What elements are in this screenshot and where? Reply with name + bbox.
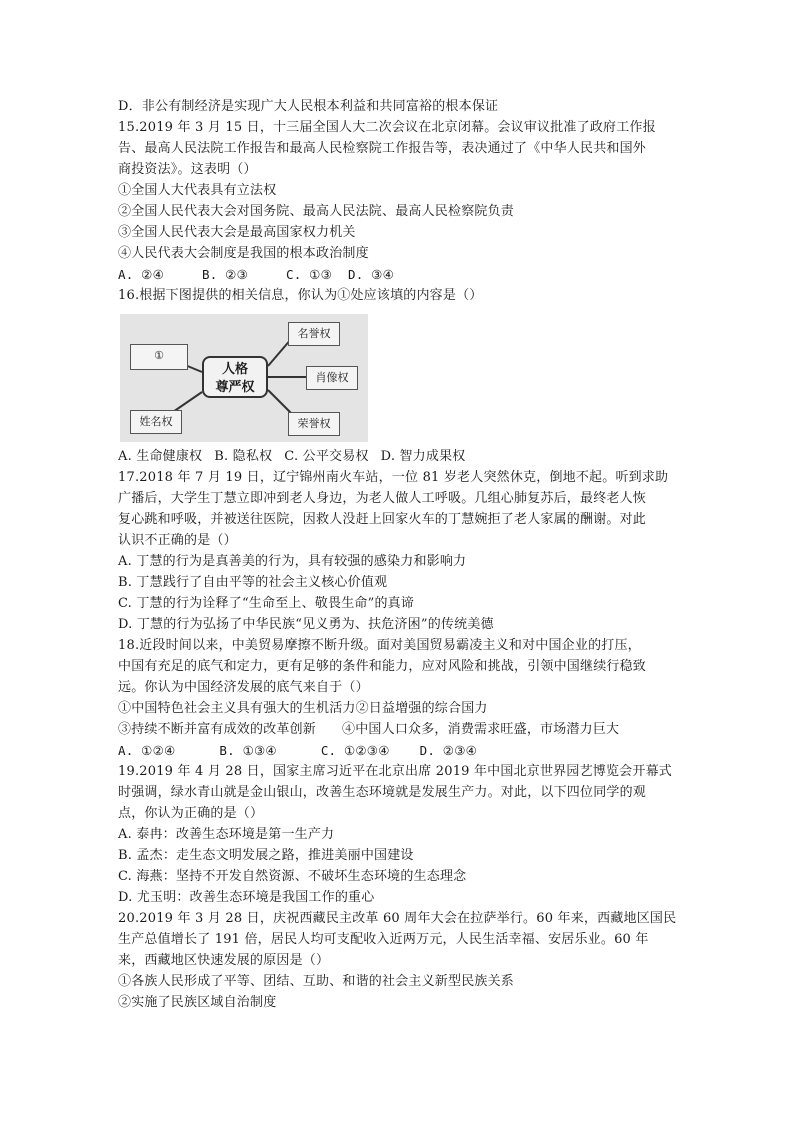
- name-node: 姓名权: [130, 410, 182, 434]
- q15-option-c: C. ①③: [286, 267, 332, 282]
- q17-stem-line3: 复心跳和呼吸，并被送往医院，因救人没赶上回家火车的丁慧婉拒了老人家属的酬谢。对此: [118, 512, 647, 527]
- q15-option-d: D. ③④: [348, 267, 394, 282]
- q17-stem-line4: 认识不正确的是（）: [118, 533, 237, 548]
- q15-statement-4: ④人民代表大会制度是我国的根本政治制度: [118, 246, 369, 261]
- q18-stem-line1: 18.近段时间以来，中美贸易摩擦不断升级。面对美国贸易霸凌主义和对中国企业的打压，: [118, 638, 641, 653]
- q18-option-c: C. ①②③④: [320, 743, 390, 758]
- q18-option-b: B. ①③④: [219, 743, 277, 758]
- q17-stem-line1: 17.2018 年 7 月 19 日，辽宁锦州南火车站，一位 81 岁老人突然休克，倒地不起。听到求助: [118, 470, 669, 485]
- q20-stem-line2: 生产总值增长了 191 倍，居民人均可支配收入近两万元，人民生活幸福、安居乐业。60 年: [118, 932, 649, 947]
- q16-option-b: B. 隐私权: [214, 449, 273, 464]
- q18-statement-4: ④中国人口众多，消费需求旺盛，市场潜力巨大: [342, 722, 620, 737]
- q17-option-c: C. 丁慧的行为诠释了“生命至上、敬畏生命”的真谛: [118, 596, 415, 611]
- q18-stem-line3: 远。你认为中国经济发展的底气来自于（）: [118, 680, 369, 695]
- personality-rights-diagram: [120, 314, 368, 442]
- q16-stem: 16.根据下图提供的相关信息，你认为①处应该填的内容是（）: [118, 288, 483, 303]
- q15-statement-1: ①全国人大代表具有立法权: [118, 183, 277, 198]
- q16-option-d: D. 智力成果权: [380, 449, 466, 464]
- q20-stem-line1: 20.2019 年 3 月 28 日，庆祝西藏民主改革 60 周年大会在拉萨举行。60 年来，西藏地区国民: [118, 911, 677, 926]
- q20-stem-line3: 来，西藏地区快速发展的原因是（）: [118, 953, 330, 968]
- q14-option-d: D．非公有制经济是实现广大人民根本利益和共同富裕的根本保证: [118, 99, 499, 114]
- center-node: [202, 356, 268, 398]
- q15-stem-line3: 商投资法》。这表明（）: [118, 162, 257, 177]
- q17-option-b: B. 丁慧践行了自由平等的社会主义核心价值观: [118, 575, 388, 590]
- q19-option-a: A. 泰冉：改善生态环境是第一生产力: [118, 827, 335, 842]
- reputation-node: 名誉权: [288, 322, 340, 346]
- q18-statements-3-4: [118, 719, 678, 740]
- q17-option-d: D. 丁慧的行为弘扬了中华民族“见义勇为、扶危济困”的传统美德: [118, 617, 494, 632]
- q19-option-b: B. 孟杰：走生态文明发展之路，推进美丽中国建设: [118, 848, 414, 863]
- q19-stem-line2: 时强调，绿水青山就是金山银山，改善生态环境就是发展生产力。对此，以下四位同学的观: [118, 785, 647, 800]
- q19-option-d: D. 尤玉明：改善生态环境是我国工作的重心: [118, 890, 375, 905]
- q18-stem-line2: 中国有充足的底气和定力，更有足够的条件和能力，应对风险和挑战，引领中国继续行稳致: [118, 659, 647, 674]
- q17-stem-line2: 广播后，大学生丁慧立即冲到老人身边，为老人做人工呼吸。几组心肺复苏后，最终老人恢: [118, 491, 647, 506]
- q18-statements-1-2: ①中国特色社会主义具有强大的生机活力②日益增强的综合国力: [118, 701, 488, 716]
- q18-option-a: A. ①②④: [118, 743, 176, 758]
- q15-statement-2: ②全国人民代表大会对国务院、最高人民法院、最高人民检察院负责: [118, 204, 515, 219]
- q20-statement-1: ①各族人民形成了平等、团结、互助、和谐的社会主义新型民族关系: [118, 974, 515, 989]
- honor-node: 荣誉权: [288, 412, 340, 436]
- q18-options: [118, 740, 678, 761]
- exam-page: [118, 96, 678, 1013]
- q18-option-d: D. ②③④: [419, 743, 478, 758]
- q16-option-a: A. 生命健康权: [118, 449, 203, 464]
- portrait-node: 肖像权: [306, 366, 358, 390]
- connector-honor: [268, 390, 292, 414]
- q19-stem-line1: 19.2019 年 4 月 28 日，国家主席习近平在北京出席 2019 年中国北京世界园艺博览会开幕式: [118, 764, 672, 779]
- q15-option-b: B. ②③: [202, 267, 248, 282]
- center-label-line1: 人格: [221, 362, 248, 377]
- q15-stem-line1: 15.2019 年 3 月 15 日，十三届全国人大二次会议在北京闭幕。会议审议批准了政府工作报: [118, 120, 656, 135]
- q15-stem-line2: 告、最高人民法院工作报告和最高人民检察院工作报告等，表决通过了《中华人民共和国外: [118, 141, 647, 156]
- q17-option-a: A. 丁慧的行为是真善美的行为，具有较强的感染力和影响力: [118, 554, 467, 569]
- blank-node: ①: [130, 344, 188, 370]
- q16-option-c: C. 公平交易权: [284, 449, 369, 464]
- q20-statement-2: ②实施了民族区域自治制度: [118, 995, 277, 1010]
- q19-option-c: C. 海燕：坚持不开发自然资源、不破坏生态环境的生态理念: [118, 869, 467, 884]
- q15-options: [118, 264, 678, 285]
- q15-statement-3: ③全国人民代表大会是最高国家权力机关: [118, 225, 356, 240]
- q18-statement-3: ③持续不断并富有成效的改革创新: [118, 722, 317, 737]
- q16-options: [118, 446, 678, 467]
- q19-stem-line3: 点，你认为正确的是（）: [118, 806, 264, 821]
- q15-option-a: A. ②④: [118, 267, 164, 282]
- center-label-line2: 尊严权: [215, 380, 255, 395]
